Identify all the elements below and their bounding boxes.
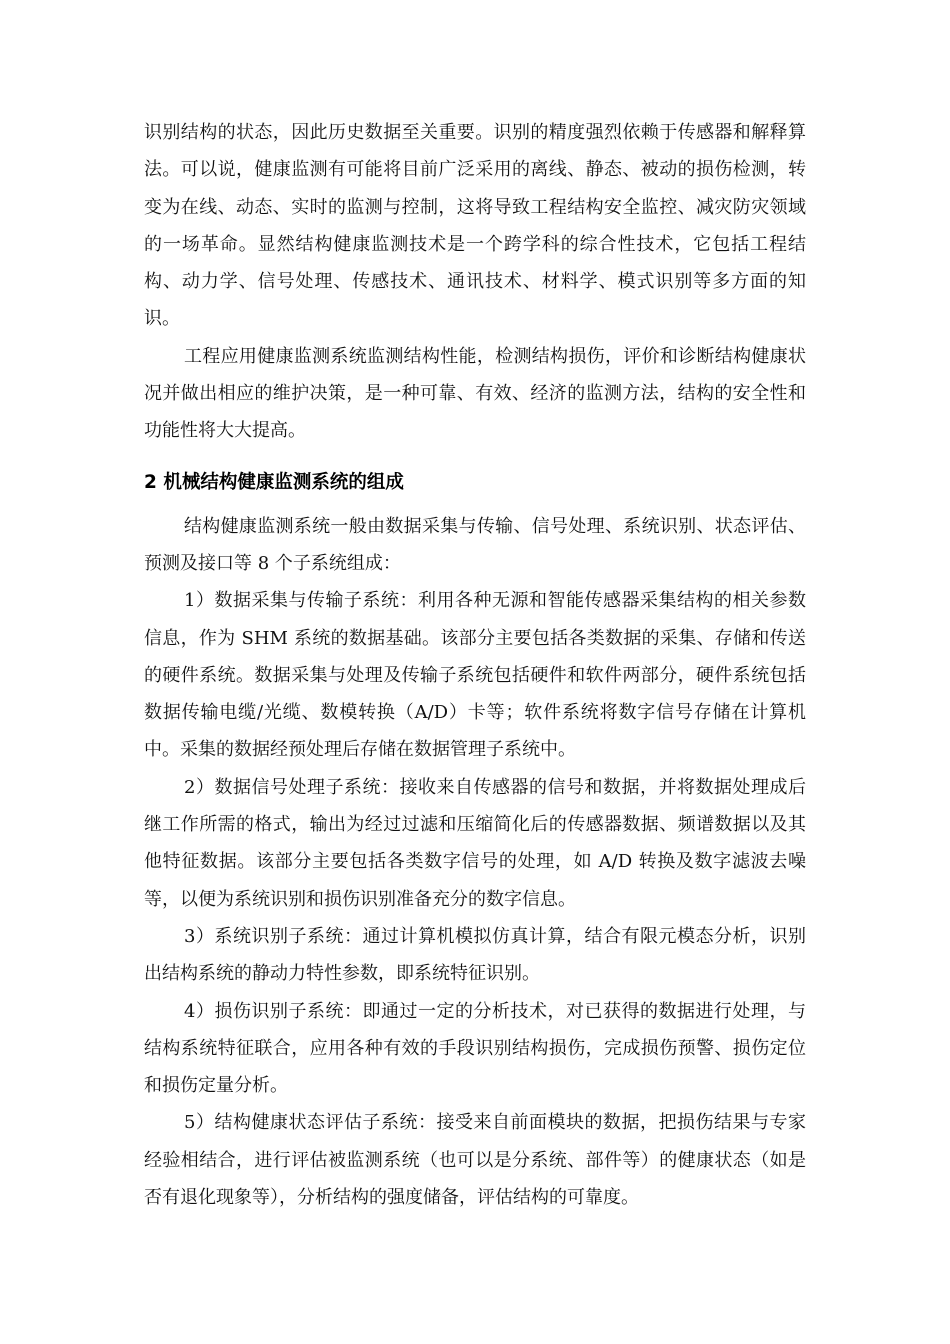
list-item-subsystem-2: 2）数据信号处理子系统：接收来自传感器的信号和数据，并将数据处理成后继工作所需的格式，输出为经过过滤和压缩简化后的传感器数据、频谱数据以及其他特征数据。该部分主要包括各类数字信号的处理，如 A/D 转换及数字滤波去噪等，以便为系统识别和损伤识别准备充分的数字信息。	[144, 776, 806, 910]
list-item-subsystem-1: 1）数据采集与传输子系统：利用各种无源和智能传感器采集结构的相关参数信息，作为 SHM 系统的数据基础。该部分主要包括各类数据的采集、存储和传送的硬件系统。数据采集与处理及传输子系统包括硬件和软件两部分，硬件系统包括数据传输电缆/光缆、数模转换（A/D）卡等；软件系统将数字信号存储在计算机中。采集的数据经预处理后存储在数据管理子系统中。	[144, 590, 806, 761]
list-item-subsystem-5: 5）结构健康状态评估子系统：接受来自前面模块的数据，把损伤结果与专家经验相结合，进行评估被监测系统（也可以是分系统、部件等）的健康状态（如是否有退化现象等），分析结构的强度储备，评估结构的可靠度。	[144, 1112, 806, 1209]
document-body	[144, 114, 806, 1216]
paragraph-system-overview: 结构健康监测系统一般由数据采集与传输、信号处理、系统识别、状态评估、预测及接口等 8 个子系统组成：	[144, 515, 806, 574]
list-item-subsystem-4: 4）损伤识别子系统：即通过一定的分析技术，对已获得的数据进行处理，与结构系统特征联合，应用各种有效的手段识别结构损伤，完成损伤预警、损伤定位和损伤定量分析。	[144, 1000, 806, 1097]
section-heading: 2 机械结构健康监测系统的组成	[144, 471, 404, 493]
paragraph-continuation: 识别结构的状态，因此历史数据至关重要。识别的精度强烈依赖于传感器和解释算法。可以说，健康监测有可能将目前广泛采用的离线、静态、被动的损伤检测，转变为在线、动态、实时的监测与控制，这将导致工程结构安全监控、减灾防灾领域的一场革命。显然结构健康监测技术是一个跨学科的综合性技术，它包括工程结构、动力学、信号处理、传感技术、通讯技术、材料学、模式识别等多方面的知识。	[144, 122, 806, 330]
paragraph-application: 工程应用健康监测系统监测结构性能，检测结构损伤，评价和诊断结构健康状况并做出相应的维护决策，是一种可靠、有效、经济的监测方法，结构的安全性和功能性将大大提高。	[144, 345, 806, 442]
list-item-subsystem-3: 3）系统识别子系统：通过计算机模拟仿真计算，结合有限元模态分析，识别出结构系统的静动力特性参数，即系统特征识别。	[144, 925, 806, 985]
